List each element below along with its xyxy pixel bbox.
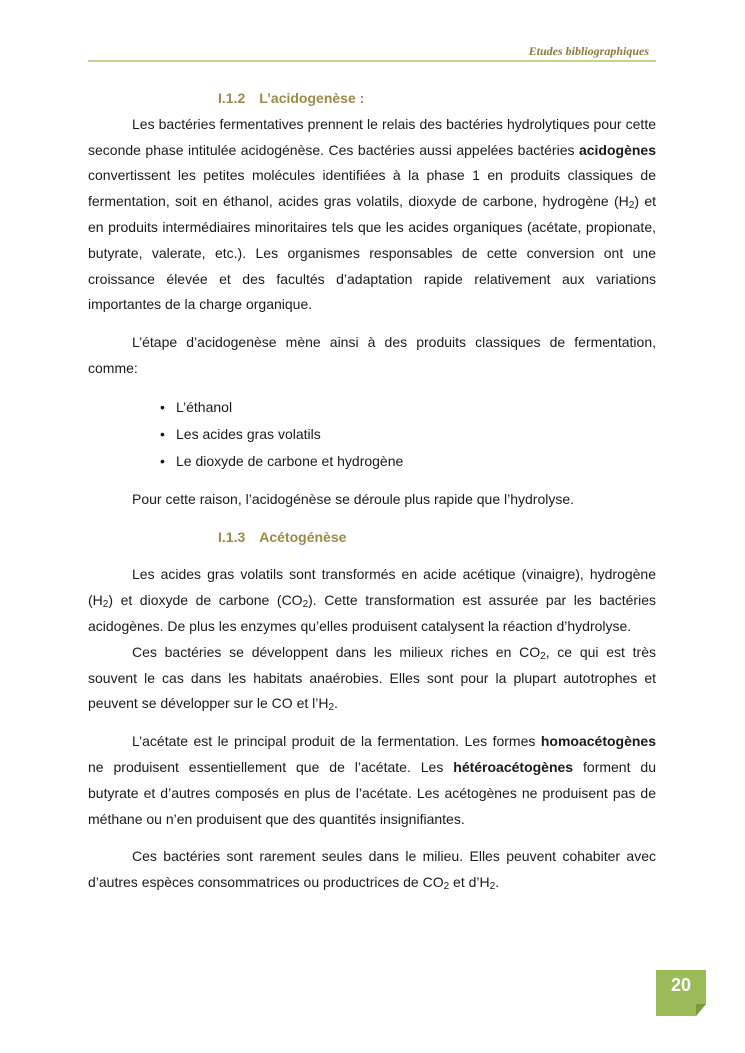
section-title: L’acidogenèse : [259, 90, 365, 106]
paragraph: Pour cette raison, l’acidogénèse se déroule plus rapide que l’hydrolyse. [132, 490, 575, 507]
paragraph: Ces bactéries sont rarement seules dans le milieu. Elles peuvent cohabiter avec d’autres espèces consommatrices ou productrices de $CO_2$ et $d’H_2$. [88, 848, 656, 893]
section-title: Acétogénèse [259, 528, 347, 545]
section-heading-acetogenese [218, 525, 656, 551]
paragraph: L’acétate est le principal produit de la fermentation. Les formes homoacétogènes ne produisent essentiellement que de l’acétate. Les hétéroacétogènes forment du butyrate et d’autres composés en plus de l’acétate. Les acétogènes ne produisent pas de méthane ou n’en produisent que des quantités insignifiantes. [88, 733, 656, 827]
paragraph: Les acides gras volatils sont transformés en acide acétique (vinaigre), hydrogène $(H_2)$ et dioxyde de carbone $(CO_2)$. Cette transformation est assurée par les bactéries acidogènes. De plus les enzymes qu’elles produisent catalysent la réaction d’hydrolyse. [88, 566, 656, 634]
list-item: • Le dioxyde de carbone et hydrogène [160, 452, 404, 469]
section-heading-acidogenese [218, 86, 656, 112]
bold-term: hétéroacétogènes [453, 758, 574, 775]
header-rule [88, 60, 656, 62]
bold-term: homoacétogènes [540, 733, 656, 750]
bold-term: acidogènes [578, 141, 656, 158]
section-number: I.1.2 [218, 90, 246, 106]
running-header-title: Etudes bibliographiques [528, 44, 649, 58]
paragraph: Ces bactéries se développent dans les milieux riches en $CO_2$, ce qui est très souvent le cas dans les habitats anaérobies. Elles sont pour la plupart autotrophes et peuvent se développer sur le CO et $l’H_2$. [88, 643, 656, 714]
page-number: 20 [670, 975, 692, 995]
list-item: • L’éthanol [160, 398, 233, 415]
page-body [88, 86, 656, 896]
bullet-list [160, 394, 656, 475]
paragraph: L’étape d’acidogenèse mène ainsi à des produits classiques de fermentation, comme: [88, 334, 656, 376]
section-number: I.1.3 [218, 528, 246, 545]
list-item: • Les acides gras volatils [160, 425, 321, 442]
paragraph: Les bactéries fermentatives prennent le relais des bactéries hydrolytiques pour cette seconde phase intitulée acidogénèse. Ces bactéries aussi appelées bactéries acidogènes convertissent les petites molécules identifiées à la phase 1 en produits classiques de fermentation, soit en éthanol, acides gras volatils, dioxyde de carbone, hydrogène $(H_2)$ et en produits intermédiaires minoritaires tels que les acides organiques (acétate, propionate, butyrate, valerate, etc.). Les organismes responsables de cette conversion ont une croissance élevée et des facultés d’adaptation rapide relativement aux variations importantes de la charge organique. [88, 115, 656, 313]
